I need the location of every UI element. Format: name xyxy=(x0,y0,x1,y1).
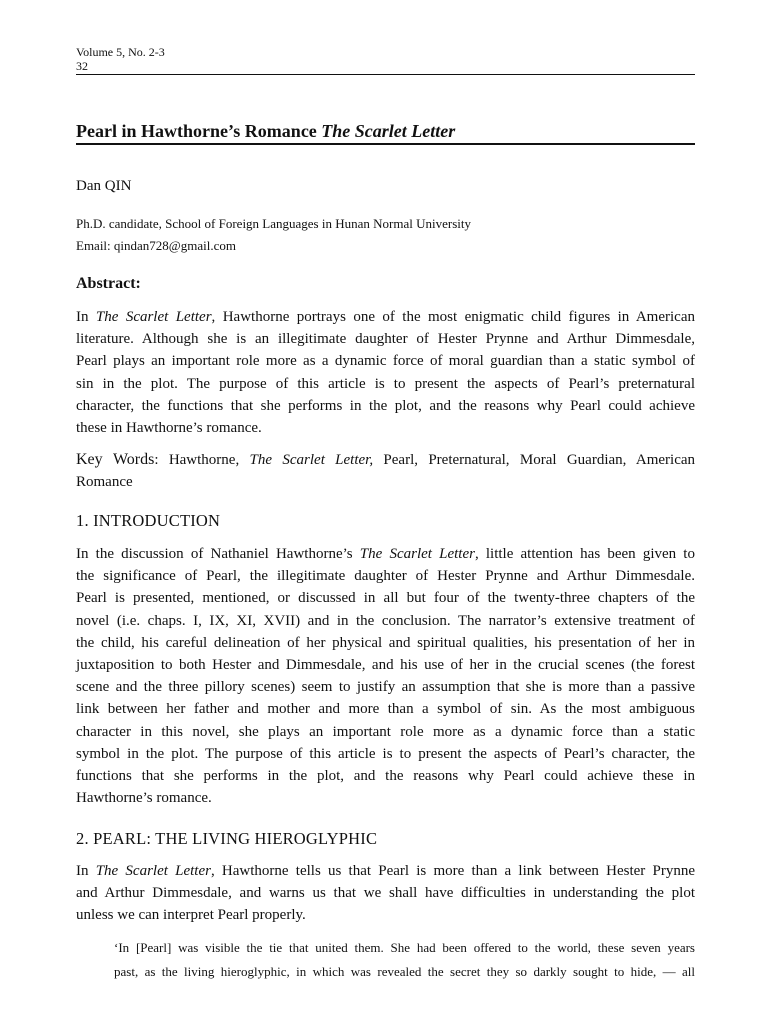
intro-line: link between her father and mother and more than a symbol of sin. As the most ambiguous xyxy=(76,701,695,718)
abstract-line: these in Hawthorne’s romance. xyxy=(76,419,262,436)
affiliation: Ph.D. candidate, School of Foreign Languages in Hunan Normal University xyxy=(76,216,471,231)
intro-line: scene and the three pillory scenes) seem to justify an assumption that she is more than a passive xyxy=(76,679,695,696)
quote-line: past, as the living hieroglyphic, in which was revealed the secret they so darkly sought to hide, — all xyxy=(114,964,695,979)
running-header xyxy=(76,45,695,75)
section2-line: and Arthur Dimmesdale, and warns us that we shall have difficulties in understanding the plot xyxy=(76,885,695,902)
page-number: 32 xyxy=(76,59,88,73)
author-name: Dan QIN xyxy=(76,178,132,194)
abstract-body xyxy=(76,306,695,439)
intro-line: symbol in the plot. The purpose of this article is to present the aspects of Pearl’s character, the xyxy=(76,745,695,762)
intro-line: functions that she performs in the plot, and the reasons why Pearl could achieve these in xyxy=(76,767,695,784)
quote-line: ‘In [Pearl] was visible the tie that united them. She had been offered to the world, these seven years xyxy=(114,940,695,955)
intro-line: the child, his careful delineation of her physical and spiritual qualities, his presentation of her in xyxy=(76,634,695,651)
intro-line: juxtaposition to both Hester and Dimmesdale, and his use of her in the crucial scenes (the forest xyxy=(76,656,695,673)
keywords xyxy=(76,449,695,493)
title-main: Pearl in Hawthorne’s Romance xyxy=(76,121,322,141)
abstract-line: character, the functions that she performs in the plot, and the reasons why Pearl could achieve xyxy=(76,397,695,414)
block-quote xyxy=(114,936,695,984)
intro-line: In the discussion of Nathaniel Hawthorne’s The Scarlet Letter, little attention has been given to xyxy=(76,546,695,562)
abstract-line: literature. Although she is an illegitimate daughter of Hester Prynne and Arthur Dimmesdale, xyxy=(76,331,695,348)
section-heading-introduction: 1. INTRODUCTION xyxy=(76,511,221,530)
intro-line: the significance of Pearl, the illegitimate daughter of Hester Prynne and Arthur Dimmesdale. xyxy=(76,568,695,585)
author-details xyxy=(76,213,471,257)
intro-line: character in this novel, she plays an important role more as a dynamic force than a static xyxy=(76,723,695,740)
title-italic: The Scarlet Letter xyxy=(321,121,456,141)
keywords-line: Key Words: Hawthorne, The Scarlet Letter, Pearl, Preternatural, Moral Guardian, American xyxy=(76,451,696,468)
section-heading-pearl: 2. PEARL: THE LIVING HIEROGLYPHIC xyxy=(76,829,378,848)
intro-line: Hawthorne’s romance. xyxy=(76,790,212,807)
abstract-line: Pearl plays an important role more as a dynamic force of moral guardian than a static symbol of xyxy=(76,353,695,370)
section2-body xyxy=(76,860,695,927)
abstract-heading: Abstract: xyxy=(76,275,141,292)
intro-line: novel (i.e. chaps. I, IX, XI, XVII) and in the conclusion. The narrator’s extensive treatment of xyxy=(76,612,695,629)
abstract-line: sin in the plot. The purpose of this article is to present the aspects of Pearl’s preternatural xyxy=(76,375,695,392)
keywords-label: Key Words xyxy=(76,451,155,468)
intro-line: Pearl is presented, mentioned, or discussed in all but four of the twenty-three chapters of the xyxy=(76,590,695,607)
section2-line: In The Scarlet Letter, Hawthorne tells us that Pearl is more than a link between Hester Prynne xyxy=(76,863,695,879)
article-title xyxy=(76,120,695,145)
abstract-line: In The Scarlet Letter, Hawthorne portrays one of the most enigmatic child figures in American xyxy=(76,309,695,325)
email: Email: qindan728@gmail.com xyxy=(76,238,236,253)
introduction-body xyxy=(76,543,695,809)
keywords-line: Romance xyxy=(76,474,133,491)
section2-line: unless we can interpret Pearl properly. xyxy=(76,907,306,924)
volume-label: Volume 5, No. 2-3 xyxy=(76,45,165,59)
